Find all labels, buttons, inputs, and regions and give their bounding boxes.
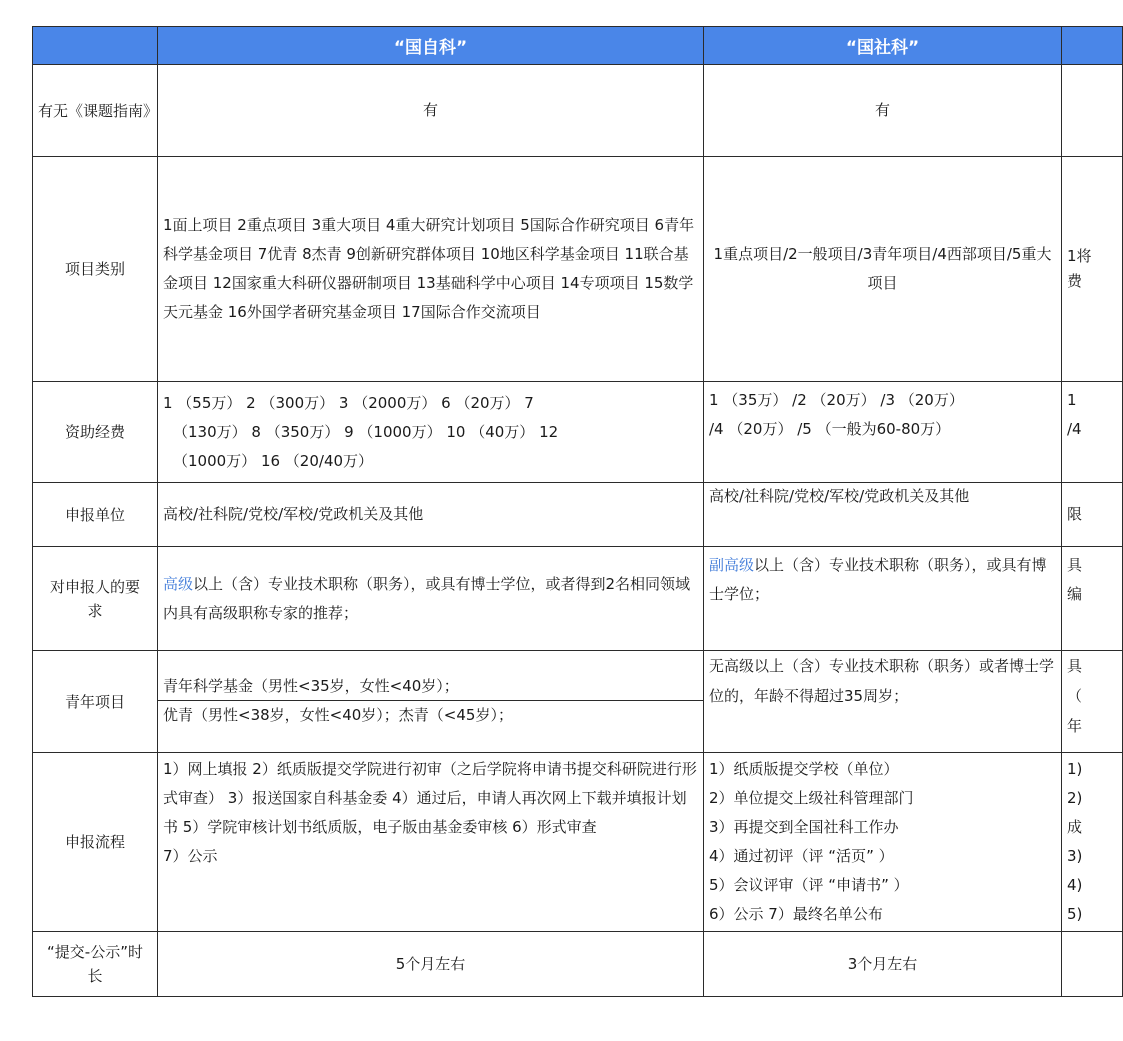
row-label-process: 申报流程 [33,753,158,932]
process-nssf-step: 6）公示 7）最终名单公布 [709,905,883,923]
row-label-category: 项目类别 [33,157,158,382]
unit-nssf: 高校/社科院/党校/军校/党政机关及其他 [704,483,1062,547]
funding-third-line1: 1 [1067,391,1077,409]
requirement-third-line2: 编 [1067,585,1083,603]
youth-third-line3: 年 [1067,717,1083,735]
guide-nsfc: 有 [158,65,704,157]
duration-nssf: 3个月左右 [704,932,1062,997]
requirement-nssf-highlight: 副高级 [709,556,755,574]
row-duration [33,932,1123,997]
header-nsfc: “国自科” [158,27,704,65]
row-label-guide: 有无《课题指南》 [33,65,158,157]
youth-third-line1: 具 [1067,657,1083,675]
process-nsfc-steps: 1）网上填报 2）纸质版提交学院进行初审（之后学院将申请书提交科研院进行形式审查） 3）报送国家自科基金委 4）通过后，申请人再次网上下载并填报计划书 5）学院审核计划书纸质版，电子版由基金委审核 6）形式审查 [163,760,697,836]
youth-nssf: 无高级以上（含）专业技术职称（职务）或者博士学位的，年龄不得超过35周岁； [704,651,1062,753]
guide-nssf: 有 [704,65,1062,157]
requirement-nssf-text: 以上（含）专业技术职称（职务），或具有博士学位； [709,556,1047,603]
funding-nssf-line2: /4 （20万） /5 （一般为60-80万） [709,420,951,438]
process-third-step: 1) [1067,760,1083,778]
row-process [33,753,1123,932]
funding-third-line2: /4 [1067,420,1082,438]
row-guide [33,65,1123,157]
row-requirement [33,547,1123,651]
youth-nsfc [158,651,704,753]
requirement-third [1062,547,1123,651]
comparison-table [32,26,1123,997]
header-third [1062,27,1123,65]
youth-nsfc-top: 青年科学基金（男性<35岁，女性<40岁）； [158,673,703,701]
process-third-step: 4) [1067,876,1083,894]
funding-nsfc-line3: （1000万） 16 （20/40万） [173,451,374,470]
row-label-funding: 资助经费 [33,382,158,483]
process-nssf-step: 3）再提交到全国社科工作办 [709,818,899,836]
row-unit [33,483,1123,547]
process-nsfc-last: 7）公示 [163,847,218,865]
requirement-nsfc [158,547,704,651]
funding-third [1062,382,1123,483]
process-nssf-step: 4）通过初评（评 “活页” ） [709,847,894,865]
funding-nsfc-line1: 1 （55万） 2 （300万） 3 （2000万） 6 （20万） 7 [163,393,534,412]
process-third-step: 3) [1067,847,1083,865]
row-label-unit: 申报单位 [33,483,158,547]
requirement-nsfc-highlight: 高级 [163,574,194,593]
requirement-third-line1: 具 [1067,556,1083,574]
header-corner [33,27,158,65]
row-category [33,157,1123,382]
duration-third [1062,932,1123,997]
funding-nssf [704,382,1062,483]
process-third-step: 5) [1067,905,1083,923]
row-funding [33,382,1123,483]
header-nssf: “国社科” [704,27,1062,65]
guide-third [1062,65,1123,157]
process-nssf-step: 2）单位提交上级社科管理部门 [709,789,914,807]
category-third: 1将 费 [1062,157,1123,382]
process-third [1062,753,1123,932]
header-row [33,27,1123,65]
unit-nsfc: 高校/社科院/党校/军校/党政机关及其他 [158,483,704,547]
process-third-step: 成 [1067,818,1083,836]
comparison-table-wrapper [32,26,1123,997]
youth-third-line2: （ [1067,687,1083,705]
row-label-requirement: 对申报人的要求 [33,547,158,651]
youth-nsfc-bottom: 优青（男性<38岁，女性<40岁）；杰青（<45岁）； [163,706,513,724]
category-nssf: 1重点项目/2一般项目/3青年项目/4西部项目/5重大项目 [704,157,1062,382]
duration-nsfc: 5个月左右 [158,932,704,997]
process-nssf-step: 1）纸质版提交学校（单位） [709,760,899,778]
unit-third: 限 [1062,483,1123,547]
process-nssf [704,753,1062,932]
row-youth [33,651,1123,753]
requirement-nssf [704,547,1062,651]
process-nssf-step: 5）会议评审（评 “申请书” ） [709,876,909,894]
youth-third [1062,651,1123,753]
funding-nsfc-line2: （130万） 8 （350万） 9 （1000万） 10 （40万） 12 [173,422,559,441]
process-third-step: 2) [1067,789,1083,807]
category-nsfc: 1面上项目 2重点项目 3重大项目 4重大研究计划项目 5国际合作研究项目 6青年科学基金项目 7优青 8杰青 9创新研究群体项目 10地区科学基金项目 11联合基金项目 12国家重大科研仪器研制项目 13基础科学中心项目 14专项项目 15数学天元基金 16外国学者研究基金项目 17国际合作交流项目 [158,157,704,382]
row-label-youth: 青年项目 [33,651,158,753]
requirement-nsfc-text: 以上（含）专业技术职称（职务），或具有博士学位，或者得到2名相同领域内具有高级职称专家的推荐； [163,574,691,622]
row-label-duration: “提交-公示”时长 [33,932,158,997]
process-nsfc [158,753,704,932]
funding-nsfc [158,382,704,483]
funding-nssf-line1: 1 （35万） /2 （20万） /3 （20万） [709,391,964,409]
